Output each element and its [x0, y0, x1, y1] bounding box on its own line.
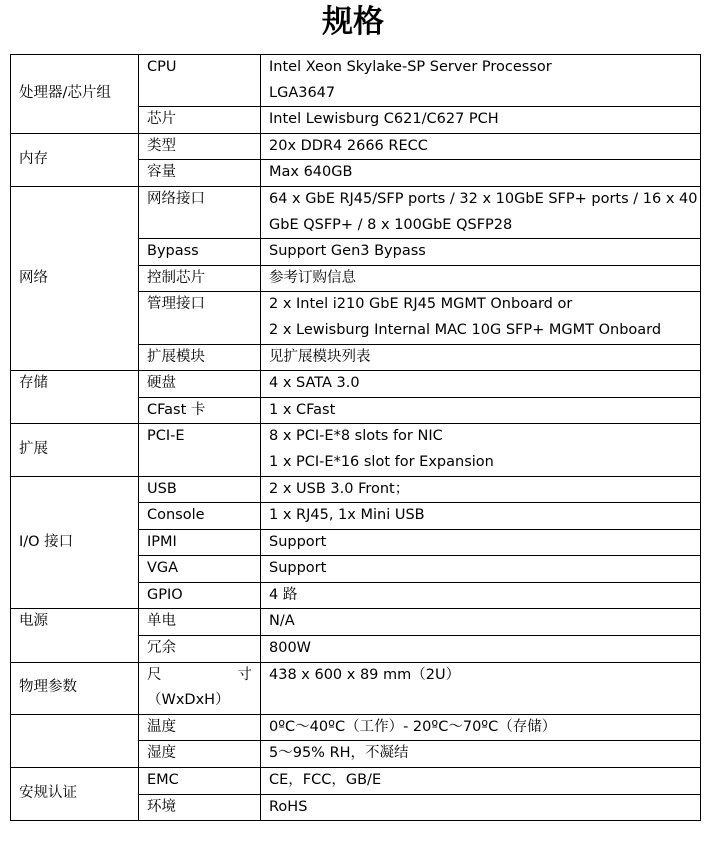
item-cell: PCI-E — [139, 424, 261, 476]
value-cell: RoHS — [261, 794, 701, 821]
item-cell: Bypass — [139, 239, 261, 266]
item-cell: 湿度 — [139, 741, 261, 768]
table-row — [11, 424, 701, 450]
value-cell: GbE QSFP+ / 8 x 100GbE QSFP28 — [261, 213, 701, 239]
value-cell: 5～95% RH，不凝结 — [261, 741, 701, 768]
item-cell: USB — [139, 476, 261, 503]
table-row — [11, 476, 701, 503]
category-cell: 安规认证 — [11, 768, 139, 821]
item-cell: 单电 — [139, 609, 261, 636]
item-cell: CFast 卡 — [139, 397, 261, 424]
item-cell: 扩展模块 — [139, 344, 261, 371]
table-row — [11, 186, 701, 212]
item-cell: 芯片 — [139, 107, 261, 134]
category-cell — [11, 714, 139, 767]
category-cell: 内存 — [11, 133, 139, 186]
value-cell: 见扩展模块列表 — [261, 344, 701, 371]
item-cell: 温度 — [139, 714, 261, 741]
item-cell: 类型 — [139, 133, 261, 160]
value-cell: 20x DDR4 2666 RECC — [261, 133, 701, 160]
category-cell: I/O 接口 — [11, 476, 139, 609]
table-row — [11, 133, 701, 160]
table-row — [11, 371, 701, 398]
value-cell: 2 x Lewisburg Internal MAC 10G SFP+ MGMT Onboard — [261, 318, 701, 344]
item-cell: EMC — [139, 768, 261, 795]
value-cell: CE，FCC，GB/E — [261, 768, 701, 795]
value-cell: 1 x CFast — [261, 397, 701, 424]
category-cell: 扩展 — [11, 424, 139, 476]
value-cell: 8 x PCI-E*8 slots for NIC — [261, 424, 701, 450]
table-row — [11, 768, 701, 795]
item-cell: Console — [139, 503, 261, 530]
item-cell: 网络接口 — [139, 186, 261, 238]
value-cell: Support — [261, 556, 701, 583]
item-cell: 控制芯片 — [139, 265, 261, 292]
item-cell: GPIO — [139, 582, 261, 609]
value-cell: 0ºC～40ºC（工作）- 20ºC～70ºC（存储） — [261, 714, 701, 741]
item-cell: 管理接口 — [139, 292, 261, 344]
table-row — [11, 609, 701, 636]
item-cell: （WxDxH） — [139, 688, 261, 714]
value-cell: 1 x PCI-E*16 slot for Expansion — [261, 450, 701, 476]
value-cell: Support — [261, 529, 701, 556]
item-cell: 冗余 — [139, 636, 261, 663]
value-cell: N/A — [261, 609, 701, 636]
spec-table — [10, 54, 701, 821]
value-cell: 4 路 — [261, 582, 701, 609]
item-label-part: 尺 — [147, 666, 162, 683]
table-row — [11, 55, 701, 81]
value-cell: Intel Lewisburg C621/C627 PCH — [261, 107, 701, 134]
value-cell: Support Gen3 Bypass — [261, 239, 701, 266]
item-cell: IPMI — [139, 529, 261, 556]
category-cell: 存储 — [11, 371, 139, 424]
table-row — [11, 662, 701, 688]
item-label-part: 寸 — [237, 666, 252, 683]
value-cell: 64 x GbE RJ45/SFP ports / 32 x 10GbE SFP+ ports / 16 x 40 — [261, 186, 701, 212]
category-cell: 处理器/芯片组 — [11, 55, 139, 134]
table-row — [11, 714, 701, 741]
item-cell: VGA — [139, 556, 261, 583]
page-title: 规格 — [322, 4, 384, 40]
item-cell — [139, 662, 261, 688]
item-cell: 硬盘 — [139, 371, 261, 398]
value-cell: Max 640GB — [261, 160, 701, 187]
value-cell: 2 x USB 3.0 Front； — [261, 476, 701, 503]
value-cell: 参考订购信息 — [261, 265, 701, 292]
item-cell: CPU — [139, 55, 261, 107]
item-cell: 环境 — [139, 794, 261, 821]
value-cell: 2 x Intel i210 GbE RJ45 MGMT Onboard or — [261, 292, 701, 318]
item-cell: 容量 — [139, 160, 261, 187]
category-cell: 网络 — [11, 186, 139, 370]
value-cell: Intel Xeon Skylake-SP Server Processor — [261, 55, 701, 81]
value-cell: 4 x SATA 3.0 — [261, 371, 701, 398]
value-cell: LGA3647 — [261, 81, 701, 107]
value-cell: 800W — [261, 636, 701, 663]
category-cell: 电源 — [11, 609, 139, 662]
value-cell: 1 x RJ45, 1x Mini USB — [261, 503, 701, 530]
category-cell: 物理参数 — [11, 662, 139, 714]
value-cell: 438 x 600 x 89 mm（2U） — [261, 662, 701, 714]
